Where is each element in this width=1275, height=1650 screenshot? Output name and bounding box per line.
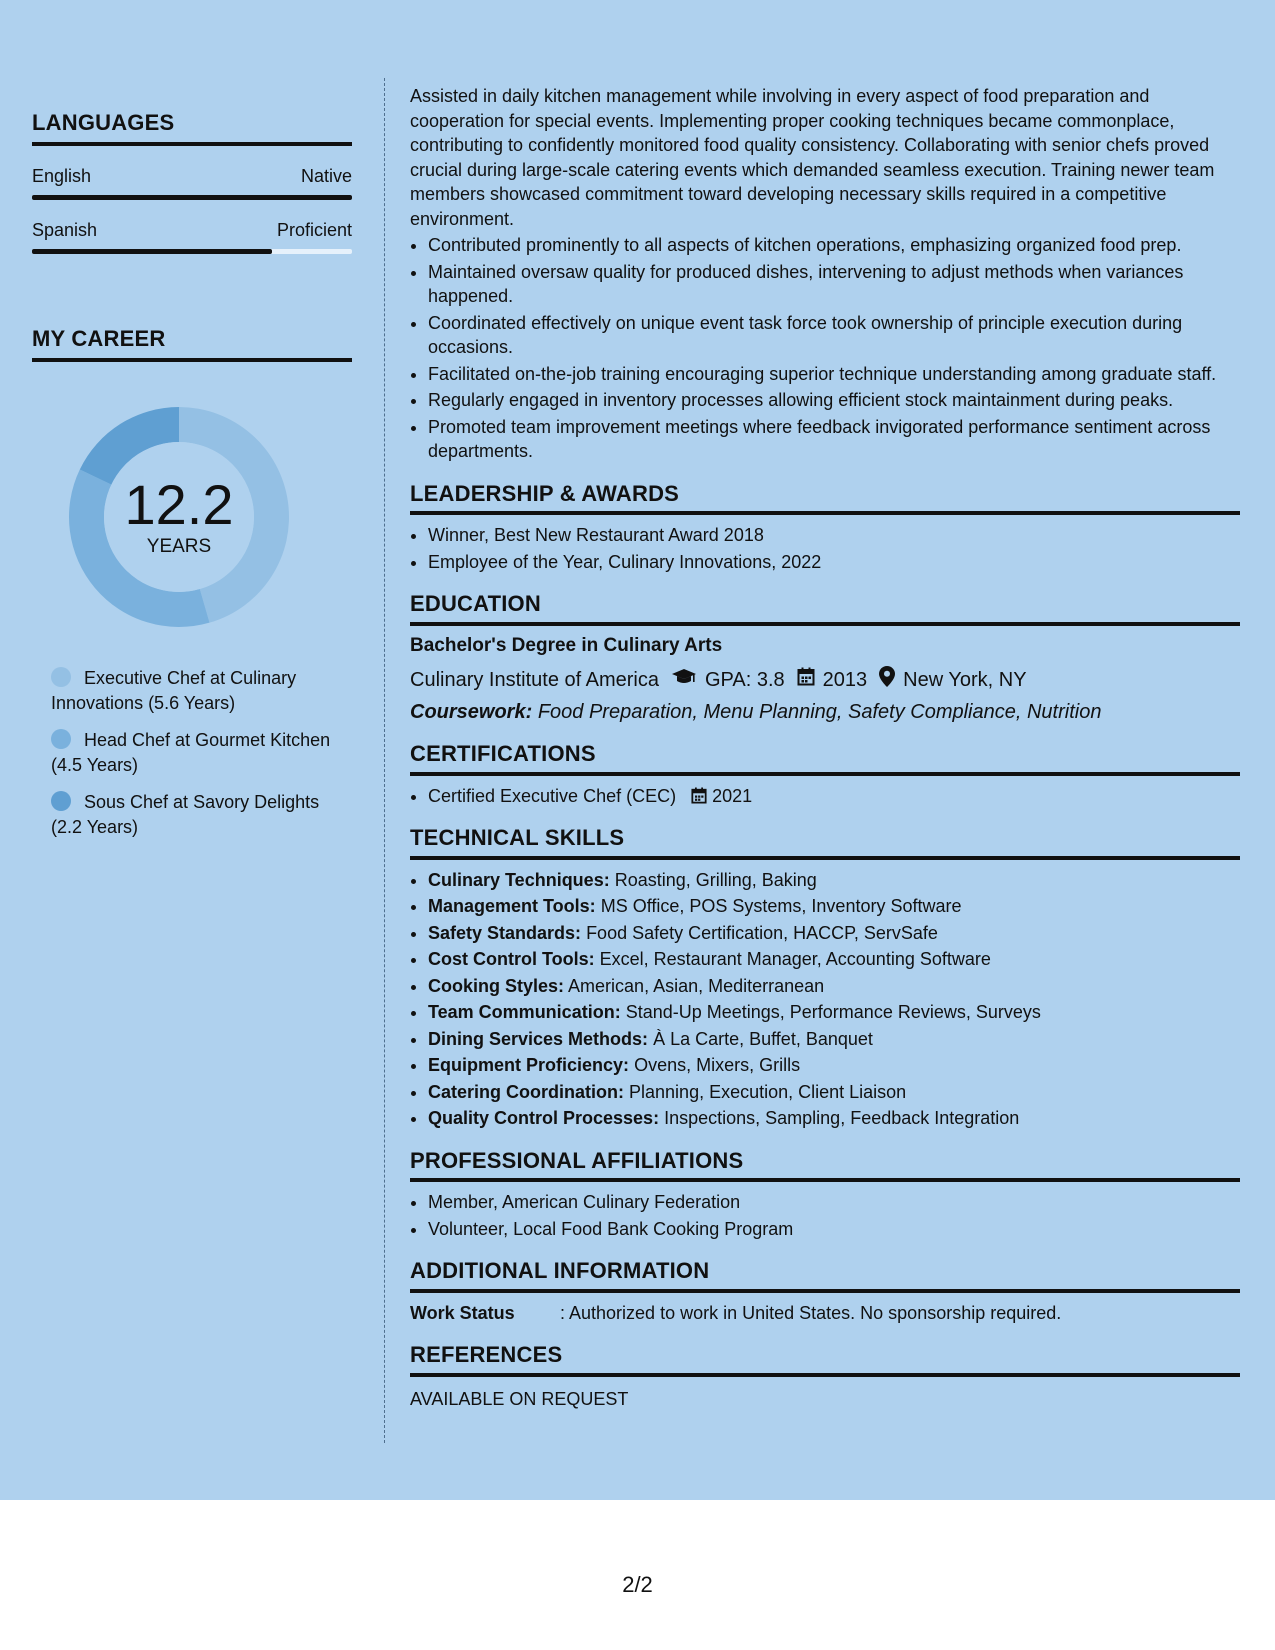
total-years-unit: YEARS bbox=[146, 536, 212, 557]
list-item: • Volunteer, Local Food Bank Cooking Program bbox=[428, 1217, 1240, 1242]
skill-value: MS Office, POS Systems, Inventory Software bbox=[600, 896, 962, 916]
skill-item bbox=[428, 974, 1240, 999]
skill-value: Stand-Up Meetings, Performance Reviews, Surveys bbox=[625, 1002, 1041, 1022]
skill-label: Cost Control Tools: bbox=[428, 949, 595, 969]
language-level: Native bbox=[300, 166, 352, 186]
skill-item bbox=[428, 1106, 1240, 1131]
certification-year: 2021 bbox=[712, 785, 753, 806]
certifications-section bbox=[410, 742, 1240, 808]
calendar-icon bbox=[691, 786, 712, 806]
skill-value: Inspections, Sampling, Feedback Integration bbox=[664, 1108, 1020, 1128]
languages-heading: LANGUAGES bbox=[32, 110, 352, 146]
language-proficiency-fill bbox=[32, 249, 272, 254]
list-item: • Winner, Best New Restaurant Award 2018 bbox=[428, 523, 1240, 548]
list-item: • Promoted team improvement meetings where feedback invigorated performance sentiment across departments. bbox=[428, 415, 1240, 464]
list-item: • Coordinated effectively on unique event task force took ownership of principle execution during occasions. bbox=[428, 311, 1240, 360]
skill-label: Safety Standards: bbox=[428, 922, 582, 943]
work-status-value: : Authorized to work in United States. No sponsorship required. bbox=[560, 1302, 1062, 1323]
total-years-value: 12.2 bbox=[124, 473, 234, 536]
skill-item bbox=[428, 921, 1240, 946]
location-pin-icon bbox=[879, 666, 903, 694]
list-item: • Maintained oversaw quality for produced dishes, intervening to adjust methods when variances happened. bbox=[428, 260, 1240, 309]
list-item: • Contributed prominently to all aspects of kitchen operations, emphasizing organized food prep. bbox=[428, 233, 1240, 258]
coursework-list: Food Preparation, Menu Planning, Safety Compliance, Nutrition bbox=[537, 700, 1102, 723]
career-heading: MY CAREER bbox=[32, 326, 352, 362]
legend-label: Executive Chef at Culinary Innovations (5.6 Years) bbox=[51, 668, 297, 713]
list-item: • Employee of the Year, Culinary Innovations, 2022 bbox=[428, 550, 1240, 575]
skill-value: Planning, Execution, Client Liaison bbox=[629, 1081, 907, 1102]
skill-label: Catering Coordination: bbox=[428, 1081, 624, 1102]
skill-label: Dining Services Methods: bbox=[428, 1028, 649, 1049]
school-name: Culinary Institute of America bbox=[410, 668, 659, 691]
legend-label: Head Chef at Gourmet Kitchen (4.5 Years) bbox=[51, 730, 331, 775]
experience-summary: Assisted in daily kitchen management while involving in every aspect of food preparation and cooperation for special events. Implementing proper cooking techniques became commonplace, contributing to confidently monitored food quality consistency. Collaborating with senior chefs proved crucial during large-scale catering events which demanded seamless execution. Training newer team members showcased commitment toward developing necessary skills required in a competitive environment. bbox=[410, 86, 1215, 229]
legend-item bbox=[51, 790, 341, 840]
skill-value: À La Carte, Buffet, Banquet bbox=[653, 1028, 873, 1049]
skill-item bbox=[428, 947, 1240, 972]
language-item bbox=[32, 220, 352, 254]
skill-value: Food Safety Certification, HACCP, ServSafe bbox=[586, 922, 938, 943]
skill-item bbox=[428, 868, 1240, 893]
work-status-label: Work Status bbox=[410, 1302, 515, 1323]
legend-dot bbox=[51, 791, 71, 811]
skill-value: American, Asian, Mediterranean bbox=[568, 975, 825, 996]
skill-value: Excel, Restaurant Manager, Accounting Software bbox=[599, 949, 991, 969]
degree-title: Bachelor's Degree in Culinary Arts bbox=[410, 634, 723, 656]
certifications-heading: CERTIFICATIONS bbox=[410, 742, 1240, 776]
references-heading: REFERENCES bbox=[410, 1343, 1240, 1377]
additional-info-heading: ADDITIONAL INFORMATION bbox=[410, 1259, 1240, 1293]
skill-label: Culinary Techniques: bbox=[428, 869, 610, 890]
skills-heading: TECHNICAL SKILLS bbox=[410, 826, 1240, 860]
skill-item bbox=[428, 1053, 1240, 1078]
language-proficiency-fill bbox=[32, 195, 352, 200]
skill-item bbox=[428, 1000, 1240, 1025]
skill-value: Roasting, Grilling, Baking bbox=[614, 869, 817, 890]
skill-value: Ovens, Mixers, Grills bbox=[634, 1055, 801, 1075]
affiliations-section bbox=[410, 1149, 1240, 1242]
references-section bbox=[410, 1343, 1240, 1411]
page-number: 2/2 bbox=[622, 1572, 653, 1597]
affiliations-heading: PROFESSIONAL AFFILIATIONS bbox=[410, 1149, 1240, 1183]
language-name: Spanish bbox=[32, 220, 98, 240]
skill-item bbox=[428, 894, 1240, 919]
language-level: Proficient bbox=[276, 220, 352, 240]
skills-section bbox=[410, 826, 1240, 1131]
education-details bbox=[410, 666, 1240, 694]
language-proficiency-bar bbox=[32, 195, 352, 200]
column-divider bbox=[384, 78, 385, 1443]
school-location: New York, NY bbox=[903, 668, 1027, 691]
career-donut-chart bbox=[66, 404, 292, 630]
language-proficiency-bar bbox=[32, 249, 352, 254]
graduation-year: 2013 bbox=[822, 668, 868, 691]
awards-section bbox=[410, 482, 1240, 575]
certification-name: Certified Executive Chef (CEC) bbox=[428, 785, 677, 806]
education-section bbox=[410, 592, 1240, 724]
career-legend bbox=[51, 666, 341, 840]
calendar-icon bbox=[797, 667, 823, 693]
gpa: GPA: 3.8 bbox=[705, 668, 785, 691]
graduation-cap-icon bbox=[671, 668, 705, 693]
skill-item bbox=[428, 1027, 1240, 1052]
skill-label: Management Tools: bbox=[428, 896, 596, 916]
main-content bbox=[410, 84, 1240, 1411]
additional-info-section bbox=[410, 1259, 1240, 1325]
skill-label: Cooking Styles: bbox=[428, 975, 565, 996]
legend-dot bbox=[51, 667, 71, 687]
language-name: English bbox=[32, 166, 92, 186]
legend-item bbox=[51, 666, 341, 716]
sidebar bbox=[32, 110, 352, 852]
list-item: • Facilitated on-the-job training encouraging superior technique understanding among graduate staff. bbox=[428, 362, 1240, 387]
list-item bbox=[428, 784, 1240, 809]
skill-label: Quality Control Processes: bbox=[428, 1108, 660, 1128]
language-item bbox=[32, 166, 352, 200]
list-item: • Regularly engaged in inventory processes allowing efficient stock maintainment during peaks. bbox=[428, 388, 1240, 413]
legend-label: Sous Chef at Savory Delights (2.2 Years) bbox=[51, 792, 320, 837]
awards-heading: LEADERSHIP & AWARDS bbox=[410, 482, 1240, 516]
experience-bullets bbox=[410, 233, 1240, 464]
skill-label: Team Communication: bbox=[428, 1002, 621, 1022]
coursework-label: Coursework: bbox=[410, 700, 533, 723]
references-text: AVAILABLE ON REQUEST bbox=[410, 1388, 629, 1409]
list-item: • Member, American Culinary Federation bbox=[428, 1190, 1240, 1215]
legend-item bbox=[51, 728, 341, 778]
coursework bbox=[410, 700, 1240, 725]
skill-item bbox=[428, 1080, 1240, 1105]
skill-label: Equipment Proficiency: bbox=[428, 1055, 630, 1075]
education-heading: EDUCATION bbox=[410, 592, 1240, 626]
work-status-row bbox=[410, 1301, 1240, 1326]
legend-dot bbox=[51, 729, 71, 749]
